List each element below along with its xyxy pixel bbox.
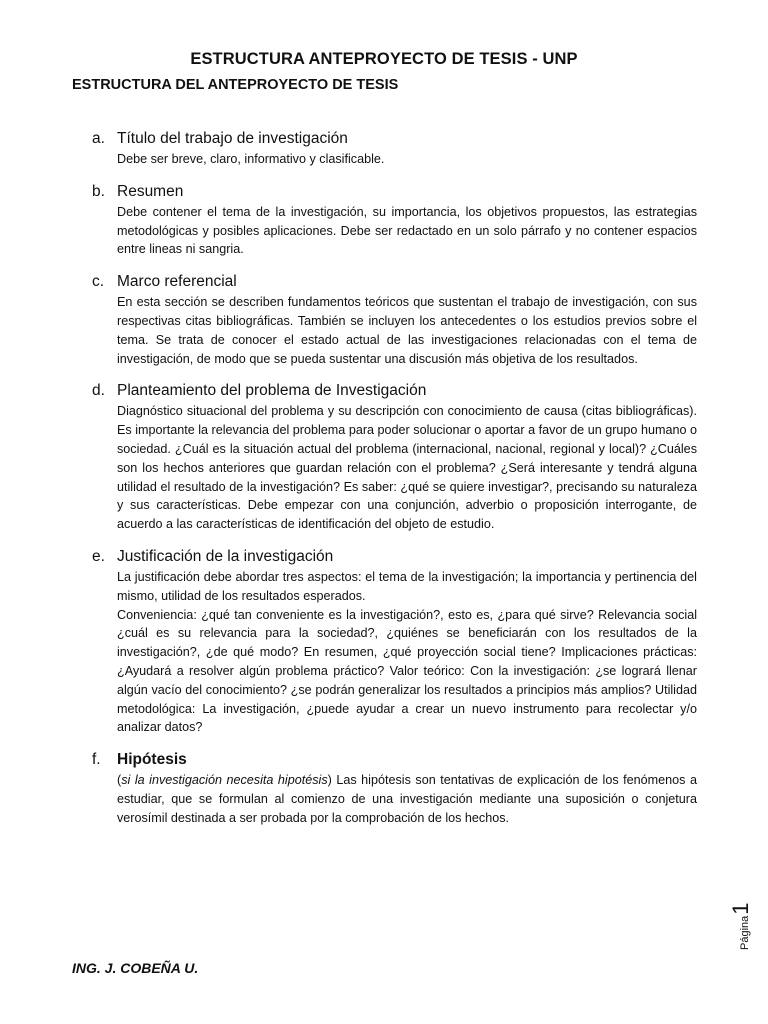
document-title: ESTRUCTURA ANTEPROYECTO DE TESIS - UNP — [190, 50, 578, 68]
section-heading — [92, 273, 697, 291]
section-b — [92, 183, 697, 259]
section-body — [117, 771, 697, 827]
section-title: Marco referencial — [117, 273, 237, 291]
section-title: Título del trabajo de investigación — [117, 130, 348, 147]
section-heading — [92, 183, 697, 201]
section-paragraph: Debe ser breve, claro, informativo y clasificable. — [117, 152, 385, 166]
footer-author: ING. J. COBEÑA U. — [72, 960, 199, 976]
section-body — [117, 203, 697, 259]
section-title: Resumen — [117, 182, 184, 200]
sections-list — [92, 130, 697, 842]
section-body — [117, 402, 697, 534]
section-body — [117, 293, 697, 368]
section-paragraph: (si la investigación necesita hipotésis) Las hipótesis son tentativas de explicación de los fenómenos a estudiar, que se formulan al comienzo de una investigación mediante una suposición o conjetura verosímil destinada a ser probada por la comprobación de los hechos. — [117, 773, 698, 825]
page-number-mark — [728, 890, 753, 950]
section-letter: c. — [92, 273, 105, 291]
section-body — [117, 568, 697, 737]
section-title: Justificación de la investigación — [117, 547, 334, 565]
section-paragraph: En esta sección se describen fundamentos teóricos que sustentan el trabajo de investigación, con sus respectivas citas bibliográficas. También se incluyen los antecedentes o los estudios previos sobre el tema. Se trata de conocer el estado actual de las investigaciones relacionadas con el tema de investigación, de modo que se pueda sustentar una discusión más objetiva de los resultados. — [117, 295, 697, 366]
section-letter: a. — [92, 130, 105, 147]
section-body — [117, 150, 697, 169]
section-e — [92, 548, 697, 737]
section-title: Hipótesis — [117, 751, 187, 769]
document-subtitle: ESTRUCTURA DEL ANTEPROYECTO DE TESIS — [72, 77, 399, 93]
section-paragraph-text: ) Las hipótesis son tentativas de explicación de los fenómenos a estudiar, que se formulan al comienzo de una investigación mediante una suposición o conjetura verosímil destinada a ser probada por la comprobación de los hechos. — [117, 773, 698, 825]
section-title: Planteamiento del problema de Investigación — [117, 382, 427, 400]
section-paragraph: Debe contener el tema de la investigación, su importancia, los objetivos propuestos, las estrategias metodológicas y posibles aplicaciones. Debe ser redactado en un solo párrafo y no contener espacios entre lineas ni sangria. — [117, 204, 697, 257]
section-heading — [92, 130, 697, 148]
section-d — [92, 382, 697, 534]
section-f — [92, 751, 697, 827]
italic-note: si la investigación necesita hipotésis — [121, 773, 328, 788]
page-label: Página — [739, 915, 751, 950]
section-a — [92, 130, 697, 169]
section-c — [92, 273, 697, 368]
section-heading — [92, 751, 697, 769]
section-paragraph: La justificación debe abordar tres aspectos: el tema de la investigación; la importancia y pertinencia del mismo, utilidad de los resultados esperados. — [117, 569, 697, 603]
section-letter: f. — [92, 751, 101, 769]
page-number: 1 — [728, 902, 753, 915]
section-letter: b. — [92, 182, 105, 200]
section-paragraph: Conveniencia: ¿qué tan conveniente es la investigación?, esto es, ¿para qué sirve? Relevancia social ¿cuál es su relevancia para la sociedad?, ¿quiénes se beneficiarán con los resultados de la investigación?, ¿de qué modo? En resumen, ¿qué proyección social tiene? Implicaciones prácticas: ¿Ayudará a resolver algún problema práctico? Valor teórico: Con la investigación: ¿se logrará llenar algún vacío del conocimiento? ¿se podrán generalizar los resultados a principios más amplios? Utilidad metodológica: La investigación, ¿puede ayudar a crear un nuevo instrumento para recolectar y/o analizar datos? — [117, 607, 697, 735]
section-heading — [92, 548, 697, 566]
section-heading — [92, 382, 697, 400]
section-paragraph: Diagnóstico situacional del problema y su descripción con conocimiento de causa (citas bibliográficas). Es importante la relevancia del problema para poder solucionar o aportar a favor de un grupo humano o sociedad. ¿Cuál es la situación actual del problema (internacional, nacional, regional y local)? ¿Cuáles son los hechos anteriores que guardan relación con el problema? ¿Será interesante y tendrá alguna utilidad el resultado de la investigación? Es saber: ¿qué se quiere investigar?, precisando su naturaleza y sus características. Debe empezar con una conjunción, adverbio o proposición interrogante, de acuerdo a las características de identificación del objeto de estudio. — [117, 404, 697, 532]
section-letter: d. — [92, 382, 105, 400]
section-letter: e. — [92, 547, 105, 565]
